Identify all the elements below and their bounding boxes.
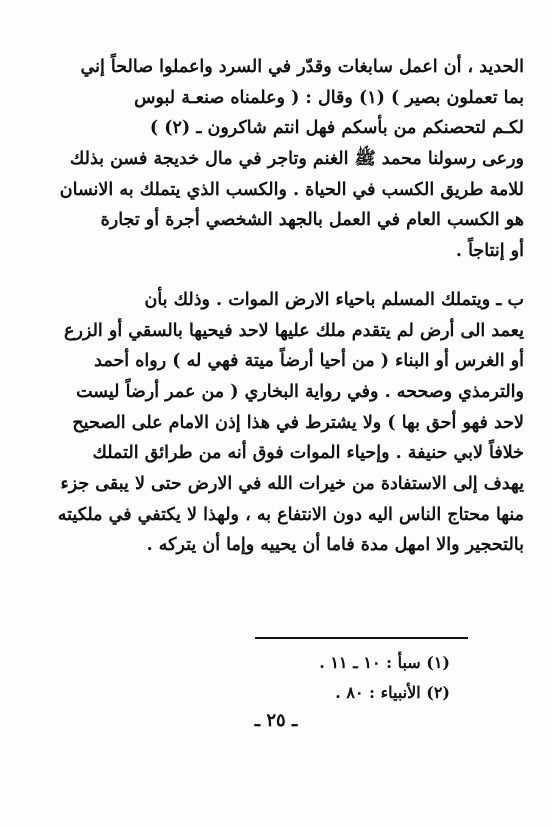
main-text (34, 52, 524, 561)
text-line: للامة طريق الكسب في الحياة . والكسب الذي يتملك به الانسان (59, 179, 524, 200)
text-line: والترمذي وصححه . وفي رواية البخاري ( من عمر أرضاً ليست (76, 381, 524, 402)
text-line: هو الكسب العام في العمل بالجهد الشخصي أجرة أو تجارة (100, 210, 524, 231)
footnote: (١) سبأ : ١٠ ـ ١١ . (319, 653, 450, 672)
footnote-separator (255, 637, 468, 639)
text-line: يهدف إلى الاستفادة من خيرات الله في الارض حتى لا يبقى جزء (60, 473, 524, 494)
footnote: (٢) الأنبياء : ٨٠ . (335, 683, 450, 702)
text-line: يعمد الى أرض لم يتقدم ملك عليها لاحد فيحيها بالسقي أو الزرع (64, 320, 524, 341)
text-line: ورعى رسولنا محمد ﷺ الغنم وتاجر في مال خديجة فسن بذلك (69, 149, 524, 170)
text-line: ب ـ ويتملك المسلم باحياء الارض الموات . وذلك بأن (144, 289, 524, 310)
text-line: خلافاً لابي حنيفة . وإحياء الموات فوق أنه من طرائق التملك (92, 443, 524, 464)
text-line: لاحد فهو أحق بها ) ولا يشترط في هذا إذن الامام على الصحيح (72, 412, 524, 433)
text-line: أو إنتاجاً . (455, 241, 524, 262)
text-line: منها محتاج الناس اليه دون الانتفاع به ، ولهذا لا يكتفي في ملكيته (57, 504, 524, 525)
page-number: ـ ٢٥ ـ (254, 710, 298, 731)
text-line: بالتحجير والا امهل مدة فاما أن يحييه وإما أن يتركه . (146, 535, 524, 556)
text-line: لكـم لتحصنكم من بأسكم فهل انتم شاكرون ـ (٢) ) (149, 118, 524, 139)
text-line: أو الغرس أو البناء ( من أحيا أرضاً ميتة فهي له ) رواه أحمد (94, 351, 524, 372)
text-line: بما تعملون بصير ) (١) وقال : ( وعلمناه صنعـة لبوس (134, 87, 524, 108)
footnotes (250, 648, 450, 708)
text-line: الحديد ، أن اعمل سابغات وقدّر في السرد واعملوا صالحاً إني (80, 57, 524, 77)
